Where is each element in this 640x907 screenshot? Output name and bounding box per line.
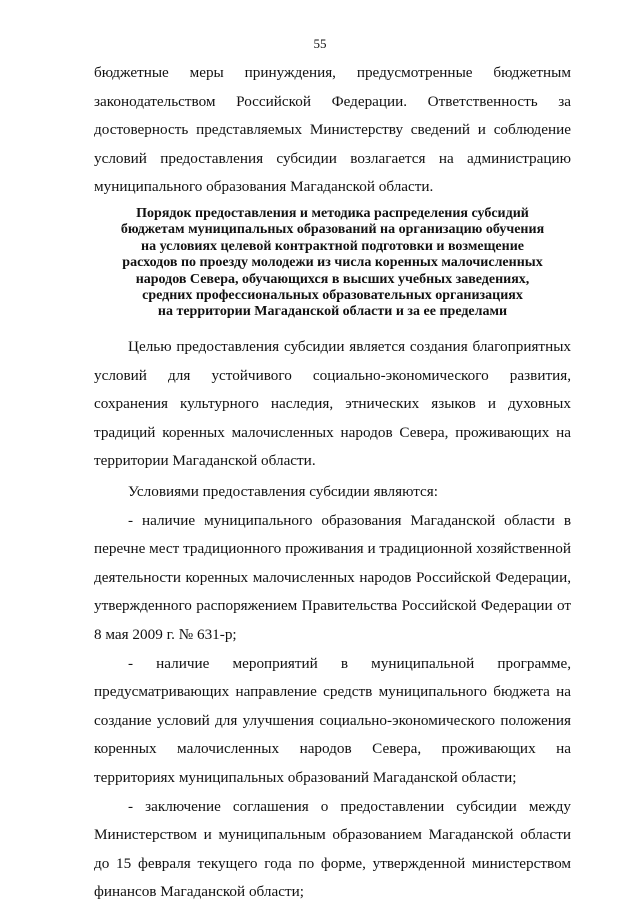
conditions-intro-paragraph: Условиями предоставления субсидии являются:	[128, 482, 438, 500]
condition-item: - заключение соглашения о предоставлении субсидии между Министерством и муниципальным образованием Магаданской области до 15 февраля текущего года по форме, утвержденной министерством финансов Магаданской области;	[94, 797, 571, 901]
section-heading-line: Порядок предоставления и методика распределения субсидий	[136, 206, 529, 221]
section-heading	[94, 206, 571, 321]
section-heading-line: на территории Магаданской области и за ее пределами	[157, 304, 508, 320]
body-text	[94, 333, 571, 907]
section-heading-line: на условиях целевой контрактной подготовки и возмещение	[141, 238, 524, 254]
intro-block	[94, 59, 571, 202]
condition-item: - наличие мероприятий в муниципальной программе, предусматривающих направление средств муниципального бюджета на создание условий для улучшения социально-экономического положения коренных малочисленных народов Севера, проживающих на территориях муниципальных образований Магаданской области;	[94, 654, 571, 786]
section-heading-line: бюджетам муниципальных образований на организацию обучения	[120, 222, 545, 238]
condition-item: - наличие муниципального образования Магаданской области в перечне мест традиционного проживания и традиционной хозяйственной деятельности коренных малочисленных народов Российской Федерации, утвержденного распоряжением Правительства Российской Федерации от 8 мая 2009 г. № 631-р;	[94, 511, 571, 643]
section-heading-line: средних профессиональных образовательных организациях	[142, 288, 523, 304]
section-heading-line: народов Севера, обучающихся в высших учебных заведениях,	[135, 271, 530, 287]
purpose-paragraph: Целью предоставления субсидии является создания благоприятных условий для устойчивого социально-экономического развития, сохранения культурного наследия, этнических языков и духовных традиций коренных малочисленных народов Севера, проживающих на территории Магаданской области.	[94, 338, 571, 470]
section-heading-line: расходов по проезду молодежи из числа коренных малочисленных	[122, 255, 543, 271]
intro-paragraph: бюджетные меры принуждения, предусмотренные бюджетным законодательством Российской Федерации. Ответственность за достоверность представляемых Министерству сведений и соблюдение условий предоставления субсидии возлагается на администрацию муниципального образования Магаданской области.	[94, 64, 571, 196]
page-number: 55	[313, 36, 327, 51]
